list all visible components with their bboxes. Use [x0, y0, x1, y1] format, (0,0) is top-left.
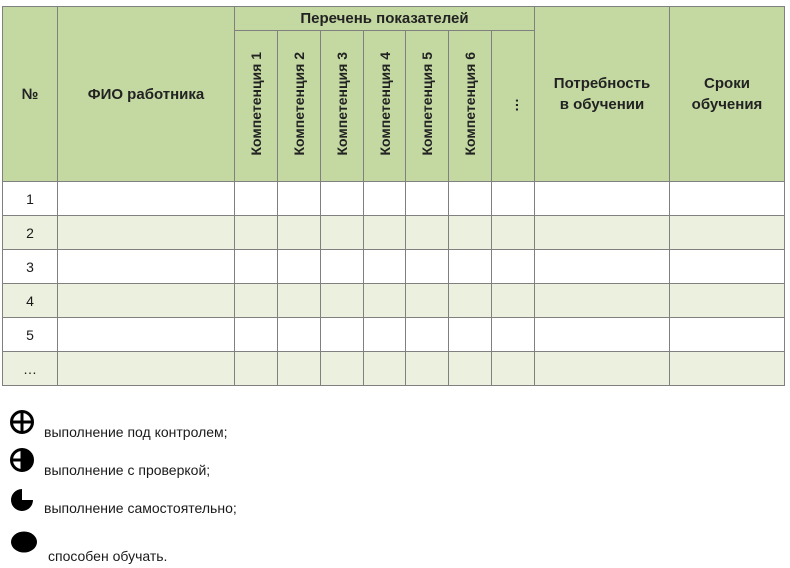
row-number-cell: … [3, 352, 58, 386]
table-row [3, 182, 785, 216]
table-row [3, 250, 785, 284]
table-cell[interactable] [278, 284, 321, 318]
header-competency-6 [449, 31, 492, 182]
table-cell[interactable] [235, 318, 278, 352]
row-number-cell: 4 [3, 284, 58, 318]
table-cell[interactable] [321, 216, 364, 250]
header-number: № [3, 7, 58, 182]
header-competency-1 [235, 31, 278, 182]
header-training-terms-line1: Сроки [704, 75, 750, 92]
competency-matrix-table [2, 6, 785, 386]
header-more-label: … [505, 97, 521, 112]
table-row [3, 318, 785, 352]
table-cell[interactable] [492, 250, 535, 284]
table-cell[interactable] [278, 182, 321, 216]
table-cell[interactable] [449, 250, 492, 284]
table-cell[interactable] [58, 182, 235, 216]
row-number-cell: 5 [3, 318, 58, 352]
header-competency-5-label: Компетенция 5 [419, 52, 435, 156]
table-cell[interactable] [278, 250, 321, 284]
circle-half-cross-icon [8, 446, 38, 476]
table-row [3, 352, 785, 386]
header-indicators-group: Перечень показателей [235, 7, 535, 31]
table-cell[interactable] [235, 352, 278, 386]
table-cell[interactable] [364, 352, 406, 386]
table-cell[interactable] [670, 352, 785, 386]
table-cell[interactable] [535, 182, 670, 216]
table-cell[interactable] [535, 284, 670, 318]
table-cell[interactable] [449, 216, 492, 250]
table-cell[interactable] [235, 182, 278, 216]
header-competency-2-label: Компетенция 2 [291, 52, 307, 156]
table-cell[interactable] [58, 216, 235, 250]
table-cell[interactable] [364, 250, 406, 284]
legend-item-can-teach [8, 528, 408, 568]
table-cell[interactable] [364, 216, 406, 250]
table-cell[interactable] [535, 318, 670, 352]
table-cell[interactable] [406, 216, 449, 250]
row-number-cell: 2 [3, 216, 58, 250]
table-cell[interactable] [670, 182, 785, 216]
table-cell[interactable] [406, 250, 449, 284]
table-cell[interactable] [321, 250, 364, 284]
table-cell[interactable] [406, 352, 449, 386]
table-cell[interactable] [364, 318, 406, 352]
table-cell[interactable] [235, 284, 278, 318]
table-cell[interactable] [449, 318, 492, 352]
row-number-cell: 3 [3, 250, 58, 284]
header-competency-2 [278, 31, 321, 182]
legend-item-independent [8, 486, 408, 526]
header-employee-name: ФИО работника [58, 7, 235, 182]
header-competency-5 [406, 31, 449, 182]
table-cell[interactable] [535, 250, 670, 284]
table-cell[interactable] [670, 250, 785, 284]
filled-circle-icon [8, 528, 42, 558]
header-competency-4 [364, 31, 406, 182]
table-cell[interactable] [406, 182, 449, 216]
legend-text-with-check: выполнение с проверкой; [44, 462, 211, 478]
header-competency-1-label: Компетенция 1 [248, 52, 264, 156]
table-cell[interactable] [492, 352, 535, 386]
header-competency-3-label: Компетенция 3 [334, 52, 350, 156]
table-cell[interactable] [670, 284, 785, 318]
table-cell[interactable] [449, 182, 492, 216]
table-cell[interactable] [670, 318, 785, 352]
table-cell[interactable] [321, 182, 364, 216]
table-cell[interactable] [406, 318, 449, 352]
header-training-need-line1: Потребность [553, 75, 651, 92]
table-cell[interactable] [535, 352, 670, 386]
table-cell[interactable] [364, 182, 406, 216]
table-cell[interactable] [278, 352, 321, 386]
header-competency-4-label: Компетенция 4 [376, 52, 393, 156]
table-cell[interactable] [58, 318, 235, 352]
table-cell[interactable] [406, 284, 449, 318]
table-cell[interactable] [58, 284, 235, 318]
legend-item-under-control [8, 408, 408, 448]
header-training-terms-line2: обучения [691, 96, 763, 113]
legend-text-can-teach: способен обучать. [48, 548, 168, 564]
table-cell[interactable] [492, 318, 535, 352]
table-cell[interactable] [321, 284, 364, 318]
legend-item-with-check [8, 446, 408, 486]
table-cell[interactable] [58, 352, 235, 386]
header-competency-3 [321, 31, 364, 182]
circle-cross-icon [8, 408, 38, 438]
table-cell[interactable] [492, 182, 535, 216]
table-cell[interactable] [321, 318, 364, 352]
legend-text-independent: выполнение самостоятельно; [44, 500, 237, 516]
table-cell[interactable] [278, 318, 321, 352]
legend-text-under-control: выполнение под контролем; [44, 424, 228, 440]
header-training-need-line2: в обучении [559, 96, 645, 113]
table-cell[interactable] [364, 284, 406, 318]
table-cell[interactable] [670, 216, 785, 250]
table-cell[interactable] [535, 216, 670, 250]
row-number-cell: 1 [3, 182, 58, 216]
header-competency-6-label: Компетенция 6 [462, 52, 478, 156]
table-cell[interactable] [321, 352, 364, 386]
table-row [3, 284, 785, 318]
table-row [3, 216, 785, 250]
table-cell[interactable] [235, 216, 278, 250]
table-cell[interactable] [449, 352, 492, 386]
header-training-need [535, 7, 670, 182]
header-more-competencies [492, 31, 535, 182]
three-quarter-circle-icon [8, 486, 38, 516]
header-training-terms [670, 7, 785, 182]
table-cell[interactable] [492, 216, 535, 250]
table-cell[interactable] [278, 216, 321, 250]
table-cell[interactable] [235, 250, 278, 284]
table-cell[interactable] [449, 284, 492, 318]
table-cell[interactable] [492, 284, 535, 318]
table-cell[interactable] [58, 250, 235, 284]
